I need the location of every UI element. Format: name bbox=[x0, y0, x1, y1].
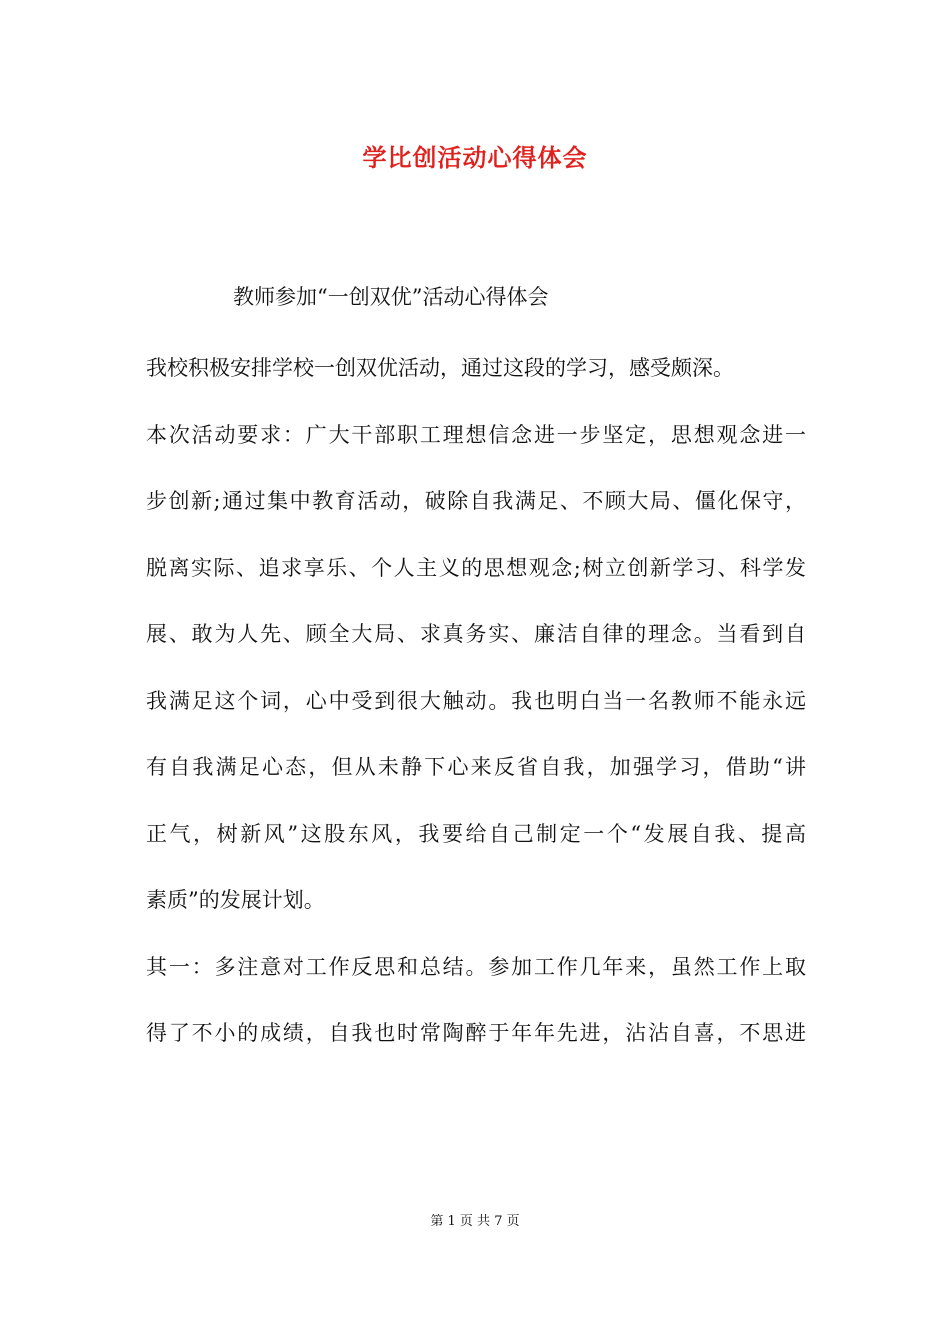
body-text bbox=[146, 346, 806, 1078]
body-line: 我满足这个词，心中受到很大触动。我也明白当一名教师不能永远 bbox=[146, 688, 806, 713]
body-line: 我校积极安排学校一创双优活动，通过这段的学习，感受颇深。 bbox=[146, 356, 734, 380]
body-line: 步创新;通过集中教育活动，破除自我满足、不顾大局、僵化保守， bbox=[146, 489, 806, 513]
body-line: 本次活动要求：广大干部职工理想信念进一步坚定，思想观念进一 bbox=[146, 422, 806, 447]
document-subtitle: 教师参加“一创双优”活动心得体会 bbox=[233, 285, 549, 309]
document-title: 学比创活动心得体会 bbox=[362, 143, 588, 172]
body-line: 正气，树新风”这股东风，我要给自己制定一个“发展自我、提高 bbox=[146, 821, 806, 846]
body-line: 有自我满足心态，但从未静下心来反省自我，加强学习，借助“讲 bbox=[146, 755, 806, 779]
page-number: 第 1 页 共 7 页 bbox=[430, 1214, 520, 1229]
body-line: 素质”的发展计划。 bbox=[146, 888, 325, 912]
body-line: 其一：多注意对工作反思和总结。参加工作几年来，虽然工作上取 bbox=[146, 954, 806, 979]
body-line: 得了不小的成绩，自我也时常陶醉于年年先进，沾沾自喜，不思进 bbox=[146, 1021, 806, 1045]
body-line: 脱离实际、追求享乐、个人主义的思想观念;树立创新学习、科学发 bbox=[146, 555, 806, 580]
body-line: 展、敢为人先、顾全大局、求真务实、廉洁自律的理念。当看到自 bbox=[146, 622, 806, 646]
